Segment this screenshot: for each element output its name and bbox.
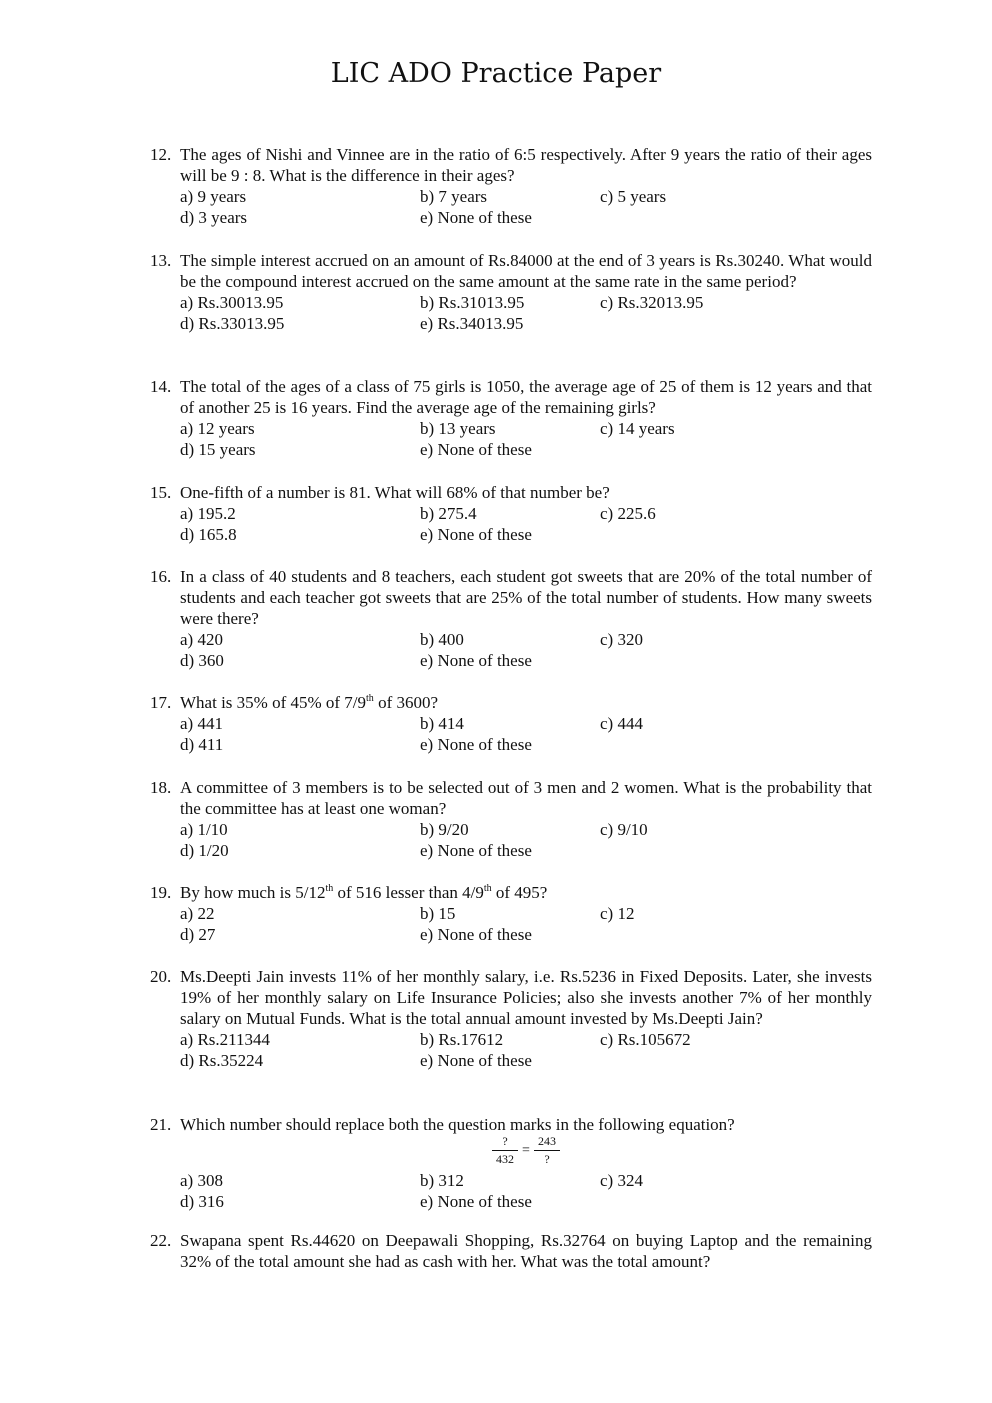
option-c: c) 444	[600, 714, 643, 733]
question-16	[150, 566, 872, 671]
question-20	[150, 966, 872, 1071]
question-15	[150, 482, 872, 545]
question-number: 19.	[150, 883, 172, 902]
option-e: e) None of these	[420, 525, 532, 544]
option-d: d) 411	[180, 735, 224, 754]
superscript: th	[325, 883, 334, 894]
question-number: 20.	[150, 967, 172, 986]
option-d: d) 1/20	[180, 841, 229, 860]
options	[180, 629, 872, 671]
options	[180, 186, 872, 228]
option-d: d) 3 years	[180, 208, 248, 227]
equation	[180, 1135, 872, 1170]
question-number: 18.	[150, 778, 172, 797]
option-a: a) 12 years	[180, 419, 255, 438]
option-b: b) 9/20	[420, 820, 469, 839]
option-b: b) 414	[420, 714, 464, 733]
option-c: c) 12	[600, 904, 635, 923]
question-number: 16.	[150, 567, 172, 586]
option-c: c) Rs.32013.95	[600, 293, 704, 312]
question-text: The ages of Nishi and Vinnee are in the ratio of 6:5 respectively. After 9 years the ratio of their ages will be 9 : 8. What is the difference in their ages?	[180, 145, 872, 185]
option-c: c) 14 years	[600, 419, 675, 438]
options	[180, 819, 872, 861]
question-text: Ms.Deepti Jain invests 11% of her monthly salary, i.e. Rs.5236 in Fixed Deposits. Later, she invests 19% of her monthly salary on Life Insurance Policies; also she invests another 7% of her monthly salary on Mutual Funds. What is the total annual amount invested by Ms.Deepti Jain?	[180, 967, 872, 1028]
option-a: a) 9 years	[180, 187, 247, 206]
option-b: b) 13 years	[420, 419, 496, 438]
fraction-left	[492, 1135, 518, 1166]
option-e: e) None of these	[420, 735, 532, 754]
fraction-denominator: ?	[544, 1152, 550, 1166]
superscript: th	[483, 883, 492, 894]
question-text: Swapana spent Rs.44620 on Deepawali Shopping, Rs.32764 on buying Laptop and the remaining 32% of the total amount she had as cash with her. What was the total amount?	[180, 1231, 872, 1271]
option-d: d) 15 years	[180, 440, 256, 459]
question-19	[150, 882, 872, 945]
question-number: 12.	[150, 145, 172, 164]
options	[180, 1029, 872, 1071]
option-c: c) 5 years	[600, 187, 667, 206]
option-b: b) 400	[420, 630, 464, 649]
option-e: e) None of these	[420, 1192, 532, 1211]
question-text-part: of 495?	[491, 883, 548, 902]
option-d: d) 27	[180, 925, 216, 944]
fraction-denominator: 432	[496, 1152, 514, 1166]
options	[180, 903, 872, 945]
option-e: e) None of these	[420, 1051, 532, 1070]
option-e: e) None of these	[420, 440, 532, 459]
option-a: a) 1/10	[180, 820, 228, 839]
question-text	[180, 692, 872, 713]
option-b: b) Rs.17612	[420, 1030, 504, 1049]
option-a: a) Rs.30013.95	[180, 293, 284, 312]
option-a: a) 441	[180, 714, 223, 733]
question-text: A committee of 3 members is to be selected out of 3 men and 2 women. What is the probability that the committee has at least one woman?	[180, 778, 872, 818]
question-17	[150, 692, 872, 755]
option-e: e) None of these	[420, 651, 532, 670]
question-text: In a class of 40 students and 8 teachers, each student got sweets that are 20% of the total number of students and each teacher got sweets that are 25% of the total number of students. How many sweets were there?	[180, 567, 872, 628]
option-d: d) 316	[180, 1192, 224, 1211]
option-a: a) 195.2	[180, 504, 236, 523]
question-number: 22.	[150, 1231, 172, 1250]
options	[180, 292, 872, 334]
fraction-right	[534, 1135, 560, 1166]
options	[180, 503, 872, 545]
question-number: 17.	[150, 693, 172, 712]
option-b: b) 312	[420, 1171, 464, 1190]
option-c: c) 320	[600, 630, 643, 649]
fraction-numerator: 243	[534, 1135, 560, 1151]
option-c: c) 324	[600, 1171, 643, 1190]
question-number: 14.	[150, 377, 172, 396]
superscript: th	[366, 693, 374, 704]
options	[180, 1170, 872, 1212]
question-22	[150, 1230, 872, 1272]
question-text-part: By how much is 5/12	[180, 883, 326, 902]
question-text-part: What is 35% of 45% of 7/9	[180, 693, 367, 712]
question-21	[150, 1114, 872, 1212]
fraction-numerator: ?	[492, 1135, 518, 1151]
equals-sign: =	[522, 1143, 530, 1158]
question-18	[150, 777, 872, 861]
option-d: d) 165.8	[180, 525, 237, 544]
question-number: 13.	[150, 251, 172, 270]
option-e: e) None of these	[420, 841, 532, 860]
options	[180, 418, 872, 460]
question-12	[150, 144, 872, 228]
option-c: c) 225.6	[600, 504, 656, 523]
question-text-part: of 516 lesser than 4/9	[333, 883, 484, 902]
option-d: d) 360	[180, 651, 224, 670]
option-a: a) Rs.211344	[180, 1030, 271, 1049]
option-c: c) Rs.105672	[600, 1030, 691, 1049]
option-a: a) 420	[180, 630, 223, 649]
option-e: e) None of these	[420, 925, 532, 944]
option-c: c) 9/10	[600, 820, 648, 839]
options	[180, 713, 872, 755]
question-text-part: of 3600?	[373, 693, 439, 712]
question-14	[150, 376, 872, 460]
question-text: Which number should replace both the question marks in the following equation?	[180, 1115, 735, 1134]
option-b: b) 15	[420, 904, 456, 923]
option-b: b) Rs.31013.95	[420, 293, 525, 312]
question-13	[150, 250, 872, 334]
page-title: LIC ADO Practice Paper	[330, 58, 662, 89]
option-d: d) Rs.33013.95	[180, 314, 285, 333]
option-b: b) 7 years	[420, 187, 488, 206]
question-text: The simple interest accrued on an amount of Rs.84000 at the end of 3 years is Rs.30240. What would be the compound interest accrued on the same amount at the same rate in the same period?	[180, 251, 872, 291]
option-a: a) 22	[180, 904, 215, 923]
question-number: 21.	[150, 1115, 172, 1134]
option-e: e) None of these	[420, 208, 532, 227]
question-text: One-fifth of a number is 81. What will 68% of that number be?	[180, 483, 610, 502]
option-e: e) Rs.34013.95	[420, 314, 524, 333]
question-text: The total of the ages of a class of 75 girls is 1050, the average age of 25 of them is 12 years and that of another 25 is 16 years. Find the average age of the remaining girls?	[180, 377, 872, 417]
option-d: d) Rs.35224	[180, 1051, 264, 1070]
question-text	[180, 882, 872, 903]
option-b: b) 275.4	[420, 504, 477, 523]
question-number: 15.	[150, 483, 172, 502]
option-a: a) 308	[180, 1171, 223, 1190]
